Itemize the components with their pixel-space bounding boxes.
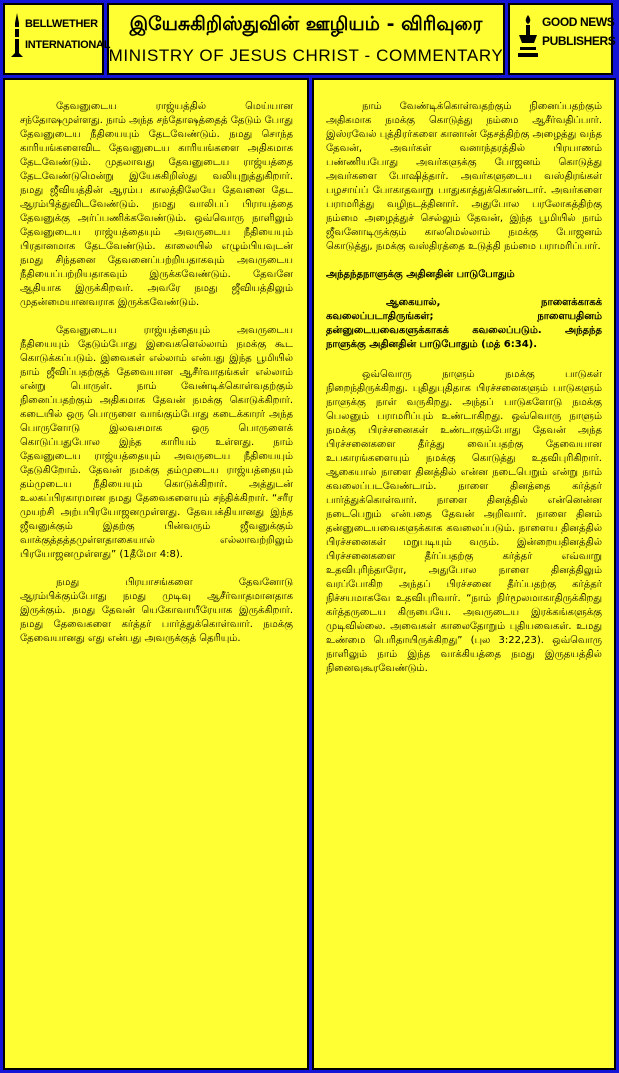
right-column — [312, 78, 616, 1070]
page-title-english: MINISTRY OF JESUS CHRIST - COMMENTARY — [108, 45, 504, 65]
logo-line-2: PUBLISHERS — [542, 34, 616, 48]
paragraph: ஒவ்வொரு நாளும் நமக்கு பாடுகள் நிறைந்திருக்கிறது. புதிதுபுதிதாக பிரச்சனைகளும் பாடுகளும் நாளுக்கு நாள் வருகிறது. அந்தப் பாடுகளோடு நமக்கு பெலனும் பராமரிப்பும் உண்டாகிறது. ஒவ்வொரு நாளும் நமக்கு பிரச்சனைகள் உண்டாகும்போது தேவன் அந்த பிரச்சனைகளை தீர்த்து வைப்பதற்கு தேவையான உபகாரங்களையும் நமக்கு கொடுத்து உதவிபுரிகிறார். ஆகையால் நாளை தினத்தில் என்ன நடைபெறும் என்று நாம் கவலைப்படவேண்டாம். நாளை தினத்தை கர்த்தர் பார்த்துக்கொள்வார். நாளை தினத்தில் என்னென்ன நடைபெறும் என்பதை தேவன் அறிவார். நாளை தினம் தன்னுடையவைகளுக்காக கவலைப்படும். நாளைய தினத்தில் பிரச்சனைகள் மறுபடியும் வரும். இன்றையதினத்தில் பிரச்சனைகளை தீர்ப்பதற்கு கர்த்தர் எவ்வாறு உதவிபுரிந்தாரோ, அதுபோல நாளை தினத்திலும் வரப்போகிற அந்தப் பிரச்சனை தீர்ப்பதற்கு கர்த்தர் நிச்சயமாகவே உதவிபுரிவார். “நாம் நிர்மூலமாகாதிருக்கிறது கர்த்தருடைய கிருபையே. அவருடைய இரக்கங்களுக்கு முடிவில்லை. அவைகள் காலைதோறும் புதியவைகள். உமது உண்மை பெரிதாயிருக்கிறது” (புல 3:22,23). ஒவ்வொரு நாளிலும் நாம் இந்த வாக்கியத்தை நமது இருதயத்தில் நினைவுகூரவேண்டும். — [326, 369, 602, 674]
title-box — [107, 3, 505, 75]
logo-line-2: INTERNATIONAL — [25, 39, 111, 51]
good-news-logo-text — [542, 15, 615, 49]
bellwether-logo-text — [25, 17, 110, 53]
logo-line-1: GOOD NEWS — [542, 15, 615, 29]
good-news-logo — [508, 3, 616, 75]
lamp-icon — [516, 13, 540, 57]
paragraph: தேவனுடைய ராஜ்யத்தில் மெய்யான சந்தோஷமுள்ளது. நாம் அந்த சந்தோஷத்தைத் தேடும் போது தேவனுடைய நீதியையும் தேடவேண்டும். நமது சொந்த காரியங்களைவிட தேவனுடைய காரியங்களை அதிகமாக தேடவேண்டும். முதலாவது தேவனுடைய ராஜ்யத்தை தேடவேண்டுமென்று இயேசுகிறிஸ்து வலியுறுத்துகிறார். நமது ஜீவியத்தின் ஆரம்ப காலத்திலேயே தேவனை தேட ஆரம்பித்துவிடவேண்டும். நமது வாலிபப் பிராயத்தை தேவனுக்கு அர்ப்பணிக்கவேண்டும். ஒவ்வொரு நாளிலும் தேவனுடைய ராஜ்யத்தையும் அவருடைய நீதியையும் பிரதானமாக தேடவேண்டும். காலையில் எழும்பியவுடன் நமது சிந்தனை தேவனைப்பற்றியதாகவும் அவருடைய நீதியைப்பற்றியதாகவும் இருக்கவேண்டும். தேவனே ஆதியாக இருக்கிறவர். அவரே நமது ஜீவியத்திலும் முதன்மையானவராக இருக்கவேண்டும். — [20, 101, 293, 308]
left-column — [3, 78, 309, 1070]
header — [3, 3, 616, 75]
tower-icon — [11, 13, 23, 57]
content-area — [3, 78, 616, 1070]
logo-line-1: BELLWETHER — [25, 18, 98, 30]
bellwether-logo — [3, 3, 111, 75]
page-title-tamil: இயேசுகிறிஸ்துவின் ஊழியம் - விரிவுரை — [129, 12, 483, 35]
paragraph: நமது பிரயாசங்களை தேவனோடு ஆரம்பிக்கும்போது நமது முடிவு ஆசீர்வாதமானதாக இருக்கும். நமது தேவன் யெகோவாயீரேயாக இருக்கிறார். நமது தேவைகளை கர்த்தர் பார்த்துக்கொள்வார். நமக்கு தேவையானது எது என்பது அவருக்குத் தெரியும். — [20, 577, 293, 644]
paragraph: தேவனுடைய ராஜ்யத்தையும் அவருடைய நீதியையும் தேடும்போது இவைகளெல்லாம் நமக்கு கூட கொடுக்கப்படும். இவைகள் எல்லாம் என்பது இந்த பூமியில் நாம் ஜீவிப்பதற்குத் தேவையான ஆசீர்வாதங்கள் எல்லாம் என்று பொருள். நாம் வேண்டிக்கொள்வதற்கும் நினைப்பதற்கும் அதிகமாக தேவன் நமக்கு கொடுக்கிறார். கடையில் ஒரு பொருளை வாங்கும்போது கடைக்காரர் அந்த பொருளோடு இலவசமாக ஒரு பொருளைக் கொடுப்பதுபோல இந்த காரியம் உள்ளது. நாம் தேவனுடைய ராஜ்யத்தையும் அவருடைய நீதியையும் தேடுகிறோம். தேவன் நமக்கு தம்முடைய ராஜ்யத்தையும் தம்முடைய நீதியையும் கொடுக்கிறார். அத்துடன் உலகப்பிரகாரமான நமது தேவைகளையும் சந்திக்கிறார். “சரீர முயற்சி அற்பபிரயோஜனமுள்ளது. தேவபக்தியானது இந்த ஜீவனுக்கும் இதற்கு பின்வரும் ஜீவனுக்கும் வாக்குத்தத்தமுள்ளதாகையால் எல்லாவற்றிலும் பிரயோஜனமுள்ளது” (1தீமோ 4:8). — [20, 325, 293, 560]
scripture-quote: ஆகையால், நாளைக்காகக் கவலைப்படாதிருங்கள்; நாளையதினம் தன்னுடையவைகளுக்காகக் கவலைப்படும். அந்தந்த நாளுக்கு அதினதின் பாடுபோதும் (மத் 6:34). — [326, 297, 602, 350]
paragraph: நாம் வேண்டிக்கொள்வதற்கும் நினைப்பதற்கும் அதிகமாக நமக்கு கொடுத்து நம்மை ஆசீர்வதிப்பார். இஸ்ரவேல் புத்திரர்களை கானான் தேசத்திற்கு அழைத்து வந்த தேவன், அவர்கள் வனாந்தரத்தில் பிரயாணம் பண்ணியபோது அவர்களுக்கு போஜனம் கொடுத்து அவர்களை போஷித்தார். அவர்களுடைய வஸ்திரங்கள் பழசாய்ப் போகாதவாறு பாதுகாத்துக்கொண்டார். அவர்களை பராமரித்து வழிநடத்தினார். அதுபோல பரலோகத்திற்கு நம்மை அழைத்துச் செல்லும் தேவன், இந்த பூமியில் நாம் ஜீவனோடிருக்கும் காலமெல்லாம் நமக்கு போஜனம் கொடுத்து, நமக்கு வஸ்திரத்தை உடுத்தி நம்மை பராமரிப்பார். — [326, 101, 602, 252]
section-subheading: அந்தந்தநாளுக்கு அதினதின் பாடுபோதும் — [326, 269, 515, 280]
